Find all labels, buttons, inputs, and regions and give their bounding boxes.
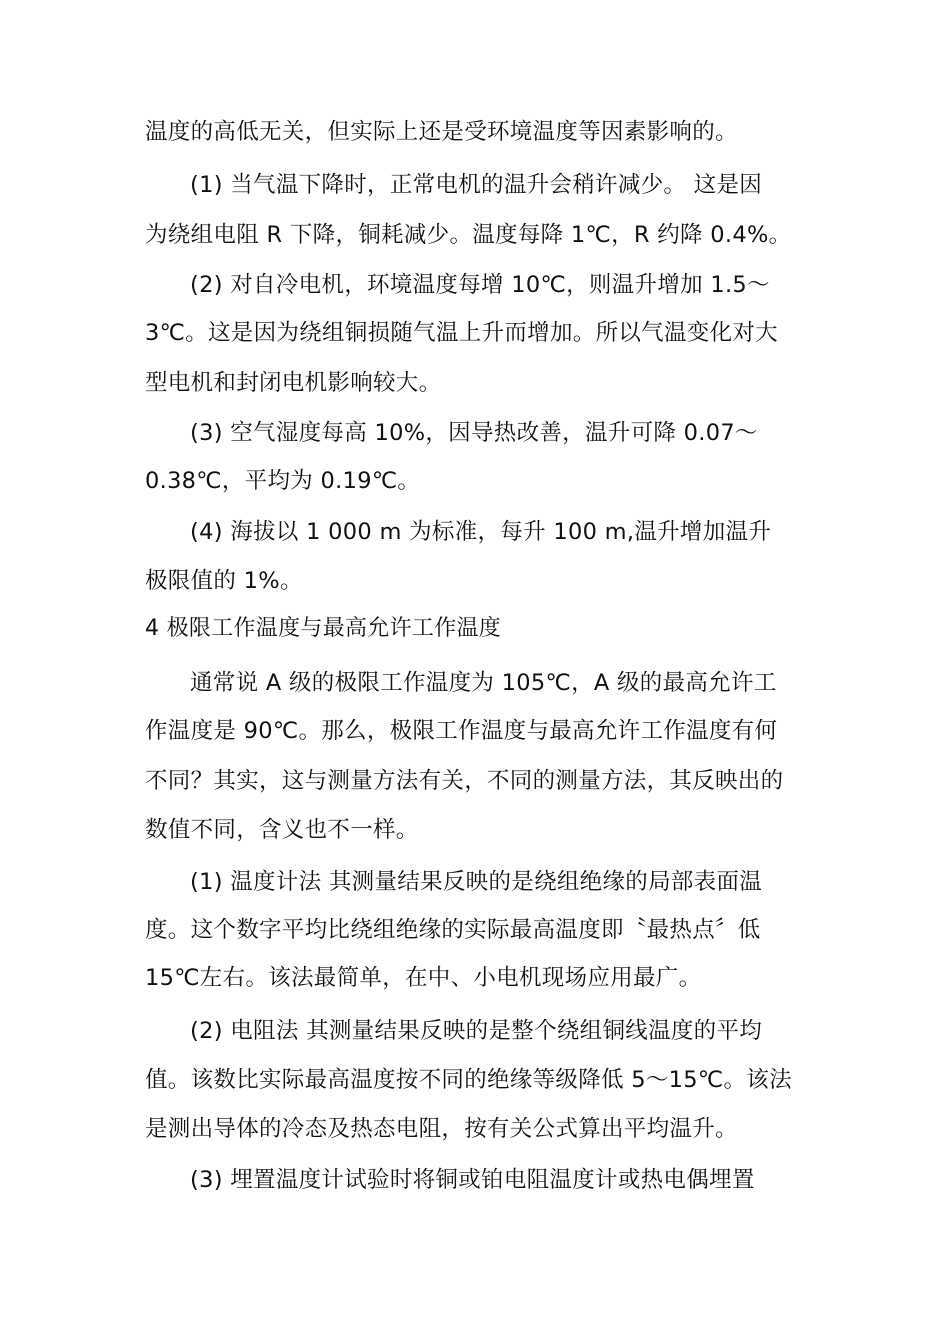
paragraph-line: 3℃。这是因为绕组铜损随气温上升而增加。所以气温变化对大: [145, 320, 778, 346]
paragraph-line: (1) 当气温下降时，正常电机的温升会稍许减少。 这是因: [190, 172, 763, 198]
paragraph-line: 极限值的 1%。: [145, 568, 303, 594]
paragraph-line: 型电机和封闭电机影响较大。: [145, 370, 442, 396]
paragraph-line: (3) 埋置温度计试验时将铜或铂电阻温度计或热电偶埋置: [190, 1167, 755, 1193]
paragraph-line: 通常说 A 级的极限工作温度为 105℃，A 级的最高允许工: [190, 670, 777, 696]
paragraph-continuation-line: 温度的高低无关，但实际上还是受环境温度等因素影响的。: [145, 119, 738, 145]
paragraph-line: 数值不同，含义也不一样。: [145, 817, 419, 843]
paragraph-line: (1) 温度计法 其测量结果反映的是绕组绝缘的局部表面温: [190, 869, 763, 895]
paragraph-line: (3) 空气湿度每高 10%，因导热改善，温升可降 0.07～: [190, 420, 758, 446]
paragraph-line: 15℃左右。该法最简单，在中、小电机现场应用最广。: [145, 965, 702, 991]
paragraph-line: 为绕组电阻 R 下降，铜耗减少。温度每降 1℃，R 约降 0.4%。: [145, 222, 792, 248]
paragraph-line: 作温度是 90℃。那么，极限工作温度与最高允许工作温度有何: [145, 718, 778, 744]
paragraph-line: (4) 海拔以 1 000 m 为标准，每升 100 m,温升增加温升: [190, 519, 772, 545]
paragraph-line: 值。该数比实际最高温度按不同的绝缘等级降低 5～15℃。该法: [145, 1067, 792, 1093]
paragraph-line: 是测出导体的冷态及热态电阻，按有关公式算出平均温升。: [145, 1116, 738, 1142]
paragraph-line: (2) 对自冷电机，环境温度每增 10℃，则温升增加 1.5～: [190, 272, 770, 298]
paragraph-line: (2) 电阻法 其测量结果反映的是整个绕组铜线温度的平均: [190, 1018, 763, 1044]
paragraph-line: 不同？其实，这与测量方法有关，不同的测量方法，其反映出的: [145, 768, 784, 794]
paragraph-line: 度。这个数字平均比绕组绝缘的实际最高温度即〝最热点〞低: [145, 917, 761, 943]
paragraph-line: 0.38℃，平均为 0.19℃。: [145, 468, 421, 494]
section-heading: 4 极限工作温度与最高允许工作温度: [145, 616, 502, 641]
